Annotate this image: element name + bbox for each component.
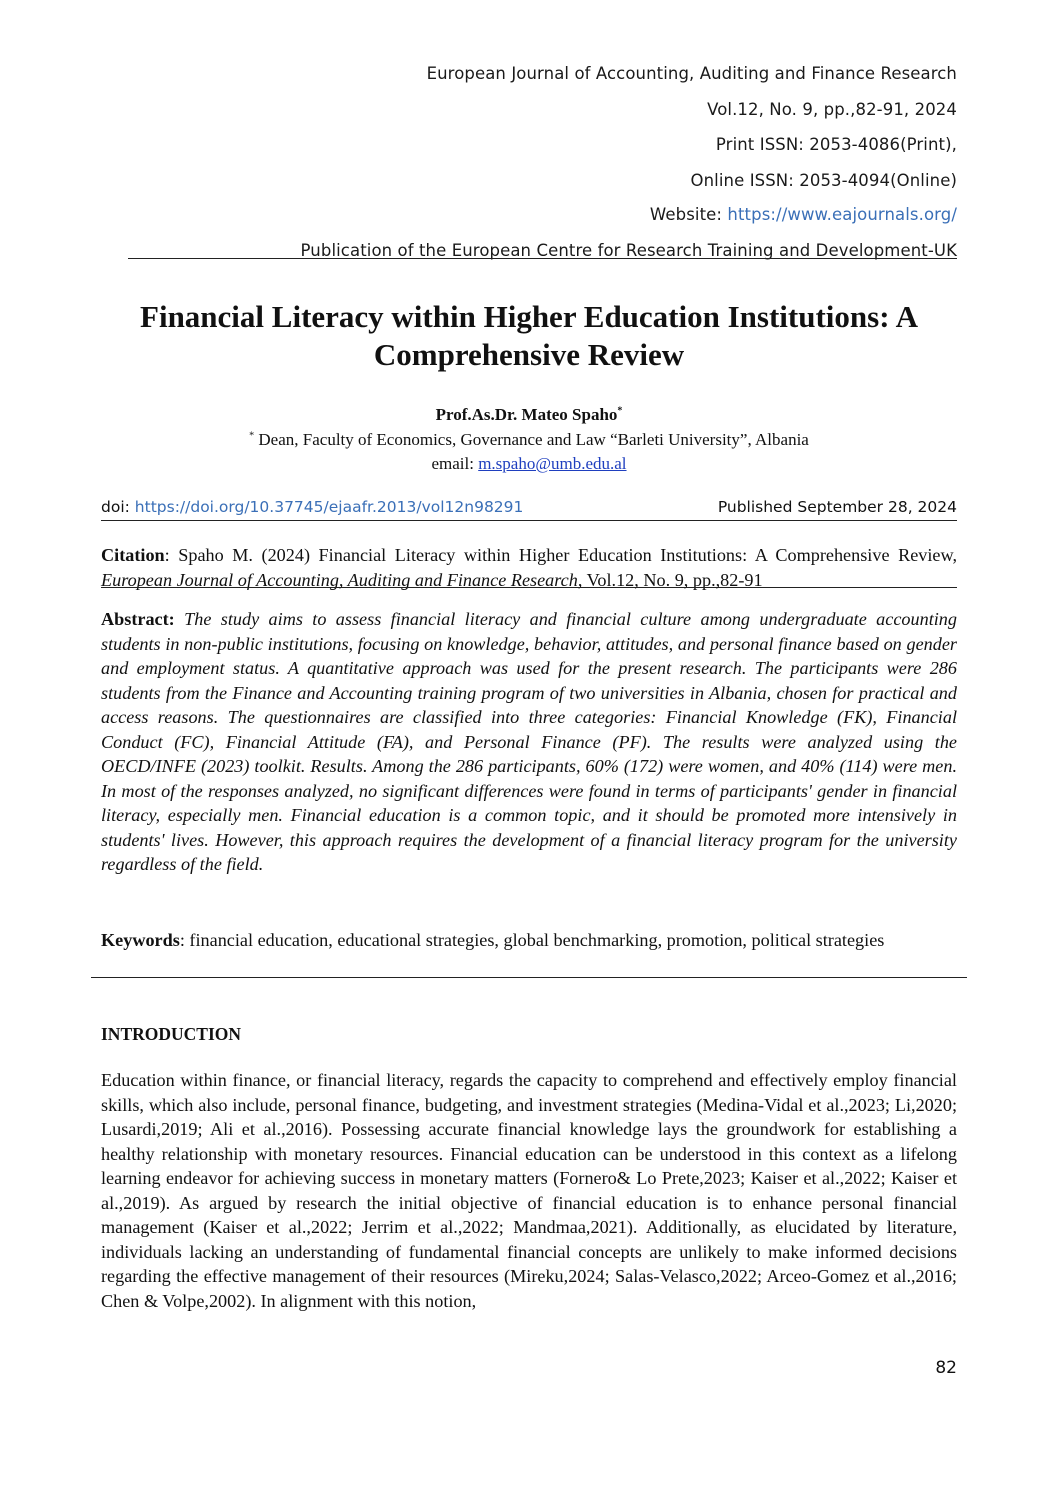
website-line: [650, 205, 957, 224]
paper-title: Financial Literacy within Higher Education Institutions: A Comprehensive Review: [140, 299, 918, 372]
author-mark: *: [617, 405, 623, 417]
doi-label: doi:: [101, 498, 130, 516]
doi-line: [101, 498, 523, 516]
affiliation-text: Dean, Faculty of Economics, Governance and Law “Barleti University”, Albania: [258, 430, 809, 449]
abstract-label: Abstract:: [101, 609, 175, 629]
keywords-label: Keywords: [101, 930, 180, 950]
journal-name: European Journal of Accounting, Auditing and Finance Research: [426, 64, 957, 83]
volume-info: Vol.12, No. 9, pp.,82-91, 2024: [707, 100, 957, 119]
header-rule-left: [128, 258, 288, 259]
introduction-paragraph: Education within finance, or financial literacy, regards the capacity to comprehend and effectively employ financial skills, which also include, personal finance, budgeting, and investment strategies (Medina-Vidal et al.,2023; Li,2020; Lusardi,2019; Ali et al.,2016). Possessing accurate financial knowledge lays the groundwork for establishing a healthy relationship with monetary resources. Financial education can be understood in this context as a lifelong learning endeavor for achieving success in monetary matters (Fornero& Lo Prete,2023; Kaiser et al.,2022; Kaiser et al.,2019). As argued by research the initial objective of financial education is to enhance personal financial management (Kaiser et al.,2022; Jerrim et al.,2022; Mandmaa,2021). Additionally, as elucidated by literature, individuals lacking an understanding of fundamental financial concepts are unlikely to make informed decisions regarding the effective management of their resources (Mireku,2024; Salas-Velasco,2022; Arceo-Gomez et al.,2016; Chen & Volpe,2002). In alignment with this notion,: [101, 1070, 957, 1311]
author-email: [80, 454, 978, 474]
citation-journal: European Journal of Accounting, Auditing and Finance Research: [101, 569, 578, 590]
citation: [101, 543, 957, 592]
author-name-text: Prof.As.Dr. Mateo Spaho: [435, 405, 618, 424]
website-link[interactable]: https://www.eajournals.org/: [727, 205, 957, 224]
website-label: Website:: [649, 205, 723, 224]
page-number: 82: [935, 1358, 957, 1378]
keywords: [101, 928, 957, 953]
online-issn: Online ISSN: 2053-4094(Online): [690, 171, 957, 190]
print-issn: Print ISSN: 2053-4086(Print),: [715, 135, 957, 154]
email-link[interactable]: m.spaho@umb.edu.al: [478, 454, 627, 473]
citation-rule: [101, 587, 957, 588]
abstract: [101, 607, 957, 877]
citation-label: Citation: [101, 545, 165, 565]
keywords-rule: [91, 977, 967, 978]
doi-rule: [101, 520, 957, 521]
affiliation-mark: *: [249, 430, 255, 442]
email-label: email:: [431, 454, 474, 473]
header-rule: [283, 258, 957, 259]
publisher-line: Publication of the European Centre for Research Training and Development-UK: [300, 241, 957, 260]
author-affiliation: [80, 430, 978, 450]
keywords-text: : financial education, educational strategies, global benchmarking, promotion, political strategies: [179, 930, 885, 950]
author-name: [80, 405, 978, 425]
doi-link[interactable]: https://doi.org/10.37745/ejaafr.2013/vol12n98291: [134, 498, 524, 516]
section-heading-introduction: INTRODUCTION: [101, 1024, 242, 1044]
published-date: Published September 28, 2024: [717, 498, 957, 516]
citation-text: : Spaho M. (2024) Financial Literacy within Higher Education Institutions: A Comprehensive Review,: [164, 545, 957, 565]
abstract-text: The study aims to assess financial literacy and financial culture among undergraduate accounting students in non-public institutions, focusing on knowledge, behavior, attitudes, and personal finance based on gender and employment status. A quantitative approach was used for the present research. The participants were 286 students from the Finance and Accounting training program of two universities in Albania, chosen for practical and access reasons. The questionnaires are classified into three categories: Financial Knowledge (FK), Financial Conduct (FC), Financial Attitude (FA), and Personal Finance (PF). The results were analyzed using the OECD/INFE (2023) toolkit. Results. Among the 286 participants, 60% (172) were women, and 40% (114) were men. In most of the responses analyzed, no significant differences were found in terms of participants' gender in financial literacy, especially men. Financial education is a common topic, and it should be promoted more intensively in students' lives. However, this approach requires the development of a financial literacy program for the university regardless of the field.: [101, 609, 957, 874]
citation-tail: , Vol.12, No. 9, pp.,82-91: [577, 569, 763, 590]
